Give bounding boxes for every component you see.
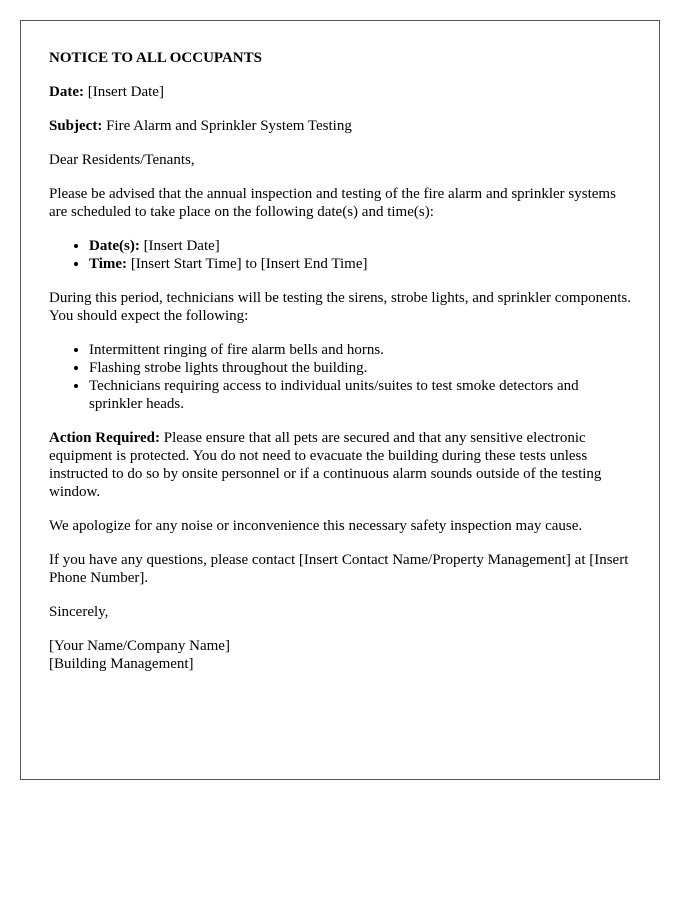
signature-name: [Your Name/Company Name] [49, 638, 230, 654]
action-label: Action Required: [49, 430, 160, 446]
notice-page [20, 20, 660, 780]
list-item: • Intermittent ringing of fire alarm bells and horns. [89, 341, 635, 359]
list-item [89, 255, 635, 273]
intro-paragraph: Please be advised that the annual inspection and testing of the fire alarm and sprinkler systems are scheduled to take place on the following date(s) and time(s): [49, 186, 616, 220]
apology-paragraph: We apologize for any noise or inconvenience this necessary safety inspection may cause. [49, 518, 583, 534]
signature-block [49, 637, 635, 673]
subject-label: Subject: [49, 118, 103, 134]
schedule-time-label: Time: [89, 256, 128, 272]
schedule-list [49, 237, 635, 273]
date-line [49, 83, 635, 101]
signature-org: [Building Management] [49, 656, 194, 672]
list-item [89, 237, 635, 255]
action-paragraph [49, 429, 635, 501]
date-value: [Insert Date] [87, 84, 164, 100]
closing: Sincerely, [49, 604, 109, 620]
list-item: • Flashing strobe lights throughout the building. [89, 359, 635, 377]
subject-value: Fire Alarm and Sprinkler System Testing [106, 118, 352, 134]
list-item: • Technicians requiring access to individual units/suites to test smoke detectors and sprinkler heads. [89, 377, 635, 413]
action-text: Please ensure that all pets are secured and that any sensitive electronic equipment is protected. You do not need to evacuate the building during these tests unless instructed to do so by onsite personnel or if a continuous alarm sounds outside of the testing window. [49, 430, 602, 500]
salutation: Dear Residents/Tenants, [49, 152, 195, 168]
schedule-date-label: Date(s): [89, 238, 140, 254]
schedule-time-value: [Insert Start Time] to [Insert End Time] [130, 256, 368, 272]
notice-content [49, 49, 635, 689]
expectations-list [49, 341, 635, 413]
date-label: Date: [49, 84, 84, 100]
subject-line [49, 117, 635, 135]
contact-paragraph: If you have any questions, please contact [Insert Contact Name/Property Management] at [Insert Phone Number]. [49, 552, 629, 586]
notice-heading: NOTICE TO ALL OCCUPANTS [49, 50, 262, 66]
period-paragraph: During this period, technicians will be testing the sirens, strobe lights, and sprinkler components. You should expect the following: [49, 290, 631, 324]
schedule-date-value: [Insert Date] [143, 238, 220, 254]
